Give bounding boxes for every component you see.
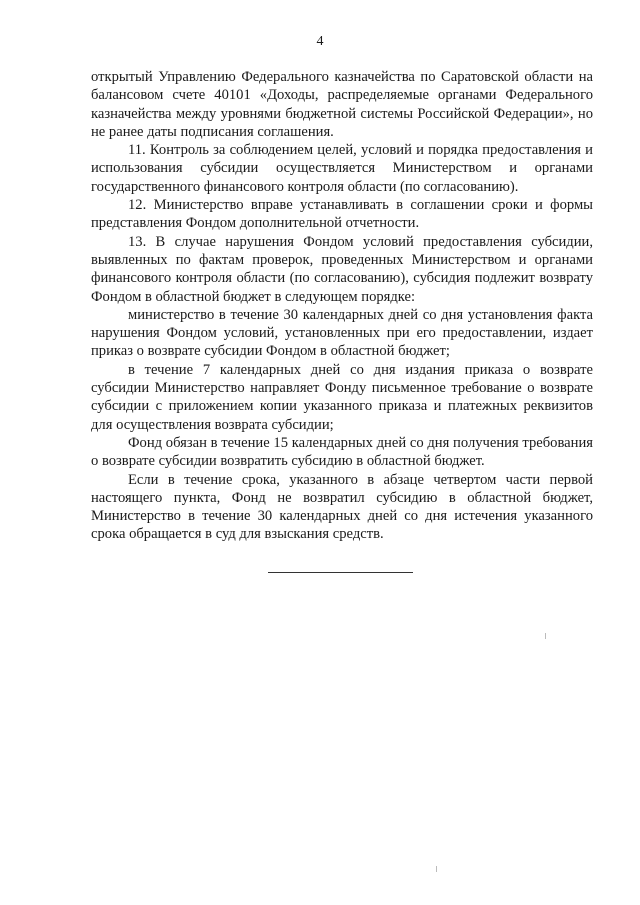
- end-divider-line: [268, 572, 413, 573]
- scan-speck: [436, 866, 437, 872]
- paragraph-court-action: Если в течение срока, указанного в абзаце четвертом части первой настоящего пункта, Фонд не возвратил субсидию в областной бюджет, Министерство в течение 30 календарных дней со дня истечения указанного срока обращается в суд для взыскания средств.: [91, 471, 593, 543]
- paragraph-ministry-order: министерство в течение 30 календарных дней со дня установления факта нарушения Фондом условий, установленных при его предоставлении, издает приказ о возврате субсидии Фондом в областной бюджет;: [91, 306, 593, 360]
- scan-speck: [545, 633, 546, 639]
- page-number: 4: [316, 34, 324, 49]
- paragraph-demand-notice: в течение 7 календарных дней со дня издания приказа о возврате субсидии Министерство направляет Фонду письменное требование о возврате субсидии с приложением копии указанного приказа и платежных реквизитов для осуществления возврата субсидии;: [91, 361, 593, 433]
- paragraph-fund-obligation: Фонд обязан в течение 15 календарных дней со дня получения требования о возврате субсидии возвратить субсидию в областной бюджет.: [91, 434, 593, 470]
- paragraph-clause-11: 11. Контроль за соблюдением целей, условий и порядка предоставления и использования субсидии осуществляется Министерством и органами государственного финансового контроля области (по согласованию).: [91, 142, 593, 195]
- paragraph-clause-13: 13. В случае нарушения Фондом условий предоставления субсидии, выявленных по фактам проверок, проведенных Министерством и органами финансового контроля области (по согласованию), субсидия подлежит возврату Фондом в областной бюджет в следующем порядке:: [91, 233, 593, 305]
- paragraph-clause-12: 12. Министерство вправе устанавливать в соглашении сроки и формы представления Фондом дополнительной отчетности.: [91, 197, 593, 232]
- document-body: [91, 68, 593, 544]
- paragraph-continuation: открытый Управлению Федерального казначейства по Саратовской области на балансовом счете 40101 «Доходы, распределяемые органами Федерального казначейства между уровнями бюджетной системы Российской Федерации», но не ранее даты подписания соглашения.: [91, 69, 593, 140]
